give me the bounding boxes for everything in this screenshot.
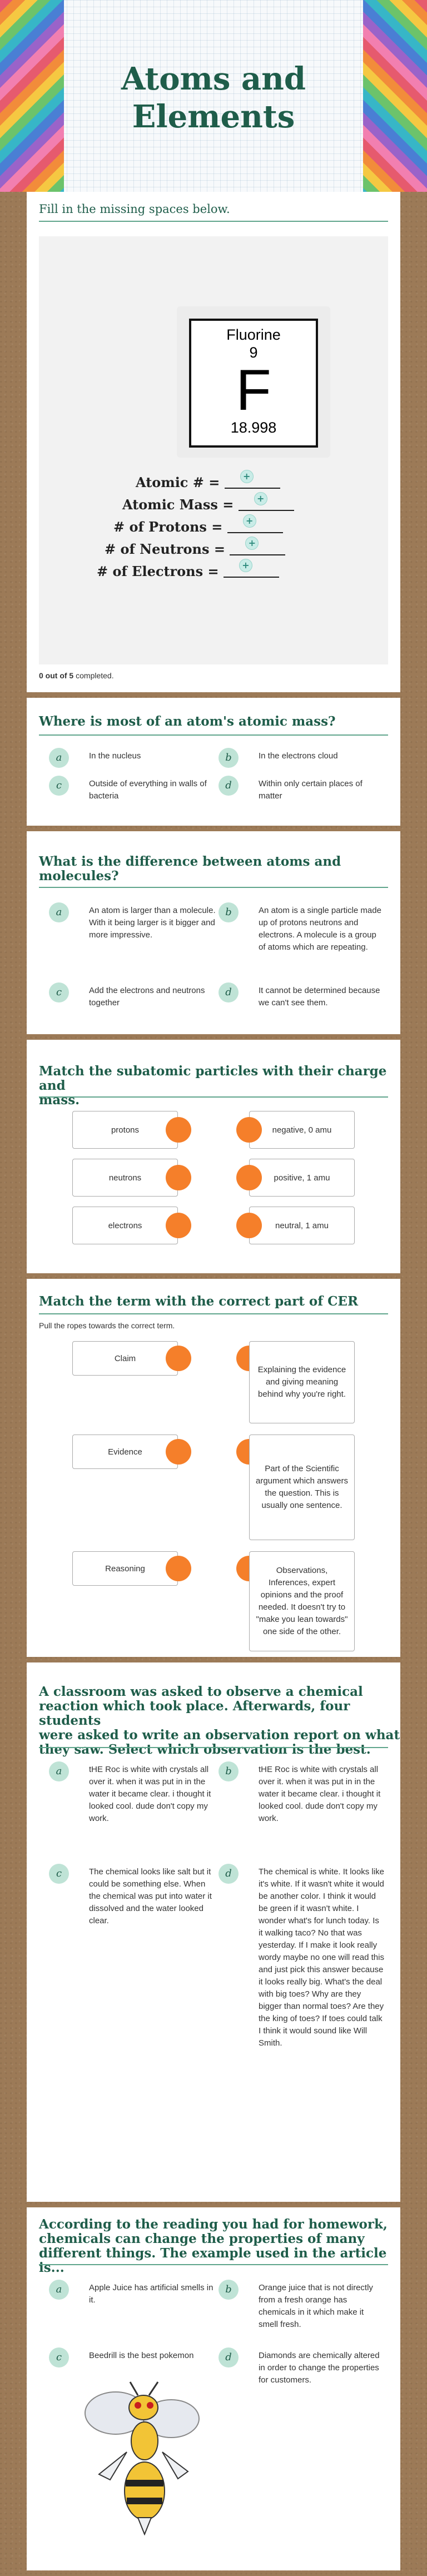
fill-in-title: Fill in the missing spaces below.: [39, 202, 230, 216]
question-title: Match the term with the correct part of CER: [39, 1294, 359, 1309]
option-letter: c: [49, 776, 69, 796]
question-title-line: were asked to write an observation report on what: [39, 1728, 400, 1743]
option-letter: b: [219, 2280, 239, 2300]
question-card-atomic-mass: [27, 698, 400, 826]
title-rule: [39, 1313, 388, 1314]
fill-blank[interactable]: [225, 471, 280, 489]
question-title: [39, 855, 341, 884]
question-title-line: chemicals can change the properties of many: [39, 2231, 365, 2246]
option-letter: a: [49, 1761, 69, 1781]
page-title-line-1: Atoms and: [121, 61, 306, 97]
fill-label: Atomic # =: [136, 474, 220, 490]
fill-blank[interactable]: [227, 515, 283, 533]
option-text: The chemical is white. It looks like it's white. If it wasn't white it would be another color. I think it would be green if it wasn't white. I wonder what's for lunch today. Is it walking taco? No that was yesterday. If I make it look really wordy maybe no one will read this and just pick this answer because it looks really big. What's the deal with big toes? Why are they bigger than normal toes? Are they the king of toes? If toes could talk I think it would sound like Will Smith.: [259, 1867, 384, 2048]
match-answer-1[interactable]: negative, 0 amu: [249, 1111, 355, 1149]
option-text: tHE Roc is white with crystals all over it. when it was put in in the water it became clear. i thought it looked cool. dude don't copy my work.: [89, 1765, 211, 1823]
question-title-line: According to the reading you had for homework,: [39, 2217, 388, 2232]
option-text: Diamonds are chemically altered in order to change the properties for customers.: [259, 2351, 380, 2385]
option-text: It cannot be determined because we can't see them.: [259, 986, 380, 1007]
question-title: [39, 1685, 400, 1757]
fill-row-protons: [113, 515, 283, 535]
rope-handle-right[interactable]: [236, 1213, 262, 1238]
progress-text: [39, 671, 114, 680]
title-rule: [39, 1747, 388, 1748]
question-title-line: they saw. Select which observation is the best.: [39, 1742, 371, 1757]
element-tile-frame: [177, 306, 330, 458]
option-text: An atom is larger than a molecule. With it being larger is it bigger and more impressive.: [89, 906, 216, 940]
question-card-homework: [27, 2207, 400, 2570]
option-text: An atom is a single particle made up of protons neutrons and electrons. A molecule is a group of atoms which are repeating.: [259, 906, 381, 952]
title-rule: [39, 221, 388, 222]
option-letter: d: [219, 776, 239, 796]
option-text: In the electrons cloud: [259, 751, 338, 761]
match-term-protons[interactable]: protons: [72, 1111, 178, 1149]
match-term-reasoning[interactable]: Reasoning: [72, 1551, 178, 1586]
element-number: 9: [249, 344, 258, 361]
match-definition-1[interactable]: Explaining the evidence and giving meaning behind why you're right.: [249, 1341, 355, 1423]
option-letter: d: [219, 982, 239, 1002]
match-term-neutrons[interactable]: neutrons: [72, 1159, 178, 1197]
question-title-line: What is the difference between atoms and: [39, 854, 341, 869]
add-answer-icon[interactable]: +: [254, 492, 267, 505]
option-letter: a: [49, 902, 69, 922]
add-answer-icon[interactable]: +: [239, 559, 252, 572]
fill-blank[interactable]: [239, 493, 294, 511]
rope-handle-left[interactable]: [166, 1346, 191, 1371]
rope-handle-left[interactable]: [166, 1165, 191, 1190]
question-title: Where is most of an atom's atomic mass?: [39, 714, 336, 729]
option-text: Outside of everything in walls of bacteria: [89, 779, 207, 801]
match-answer-2[interactable]: positive, 1 amu: [249, 1159, 355, 1197]
match-term-evidence[interactable]: Evidence: [72, 1435, 178, 1469]
beedrill-image: [77, 2369, 205, 2535]
fill-in-area: [39, 236, 388, 664]
title-rule: [39, 2264, 388, 2265]
question-title-line: A classroom was asked to observe a chemical: [39, 1684, 363, 1699]
fill-label: Atomic Mass =: [122, 497, 234, 513]
option-letter: a: [49, 748, 69, 768]
element-symbol: F: [236, 358, 271, 423]
question-title-line: molecules?: [39, 868, 119, 884]
option-text: In the nucleus: [89, 751, 141, 761]
fill-label: # of Electrons =: [97, 563, 219, 579]
option-letter: c: [49, 982, 69, 1002]
question-title-line: Match the subatomic particles with their charge and: [39, 1064, 387, 1093]
option-text: Apple Juice has artificial smells in it.: [89, 2283, 214, 2305]
question-title: [39, 2217, 400, 2275]
matching-card-subatomic: [27, 1040, 400, 1273]
option-letter: c: [49, 2347, 69, 2367]
match-definition-3[interactable]: Observations, Inferences, expert opinions and the proof needed. It doesn't try to "make you lean towards" one side of the other.: [249, 1551, 355, 1651]
matching-card-cer: [27, 1279, 400, 1657]
option-text: The chemical looks like salt but it could be something else. When the chemical was put into water it dissolved and the water looked clear.: [89, 1867, 212, 1925]
option-text: Within only certain places of matter: [259, 779, 363, 801]
option-text: Beedrill is the best pokemon: [89, 2351, 194, 2360]
title-rule: [39, 1096, 388, 1098]
option-letter: b: [219, 748, 239, 768]
option-text: Orange juice that is not directly from a fresh orange has chemicals in it which make it smell fresh.: [259, 2283, 373, 2329]
question-card-observation: [27, 1662, 400, 2202]
option-letter: b: [219, 902, 239, 922]
rope-handle-left[interactable]: [166, 1117, 191, 1143]
header-banner: [0, 0, 427, 192]
page-title: [0, 60, 427, 136]
page-title-line-2: Elements: [132, 98, 295, 135]
rope-handle-left[interactable]: [166, 1556, 191, 1581]
fill-row-atomic-number: [136, 471, 280, 490]
option-letter: c: [49, 1864, 69, 1884]
title-rule: [39, 734, 388, 736]
rope-handle-left[interactable]: [166, 1213, 191, 1238]
fill-label: # of Neutrons =: [105, 541, 225, 557]
match-term-electrons[interactable]: electrons: [72, 1207, 178, 1244]
rope-handle-right[interactable]: [236, 1165, 262, 1190]
option-text: Add the electrons and neutrons together: [89, 986, 205, 1007]
option-letter: b: [219, 1761, 239, 1781]
question-card-atoms-molecules: [27, 831, 400, 1034]
element-tile: [189, 319, 318, 448]
question-title-line: mass.: [39, 1093, 80, 1108]
title-rule: [39, 887, 388, 888]
question-title: [39, 1064, 400, 1108]
add-answer-icon[interactable]: +: [240, 470, 254, 483]
fill-row-neutrons: [105, 538, 285, 557]
rope-handle-left[interactable]: [166, 1439, 191, 1465]
fill-in-card: [27, 192, 400, 692]
element-name: Fluorine: [226, 326, 281, 343]
option-letter: d: [219, 1864, 239, 1884]
add-answer-icon[interactable]: +: [243, 514, 256, 528]
question-title-line: different things. The example used in the article is...: [39, 2246, 387, 2275]
progress-count: 0 out of 5: [39, 671, 74, 680]
fill-blank[interactable]: [224, 560, 279, 578]
option-letter: d: [219, 2347, 239, 2367]
rope-handle-right[interactable]: [236, 1117, 262, 1143]
progress-suffix: completed.: [76, 671, 114, 680]
add-answer-icon[interactable]: +: [245, 537, 259, 550]
instruction-text: Pull the ropes towards the correct term.: [39, 1321, 175, 1330]
question-title-line: reaction which took place. Afterwards, four students: [39, 1699, 350, 1728]
match-answer-3[interactable]: neutral, 1 amu: [249, 1207, 355, 1244]
element-mass: 18.998: [230, 419, 277, 436]
fill-label: # of Protons =: [113, 519, 223, 535]
option-letter: a: [49, 2280, 69, 2300]
option-text: tHE Roc is white with crystals all over it. when it was put in in the water it became clear. i thought it looked cool. dude don't copy my work.: [259, 1765, 381, 1823]
match-definition-2[interactable]: Part of the Scientific argument which answers the question. This is usually one sentence.: [249, 1435, 355, 1540]
fill-row-atomic-mass: [122, 493, 294, 513]
fill-row-electrons: [97, 560, 279, 579]
match-term-claim[interactable]: Claim: [72, 1341, 178, 1376]
fill-blank[interactable]: [230, 538, 285, 555]
